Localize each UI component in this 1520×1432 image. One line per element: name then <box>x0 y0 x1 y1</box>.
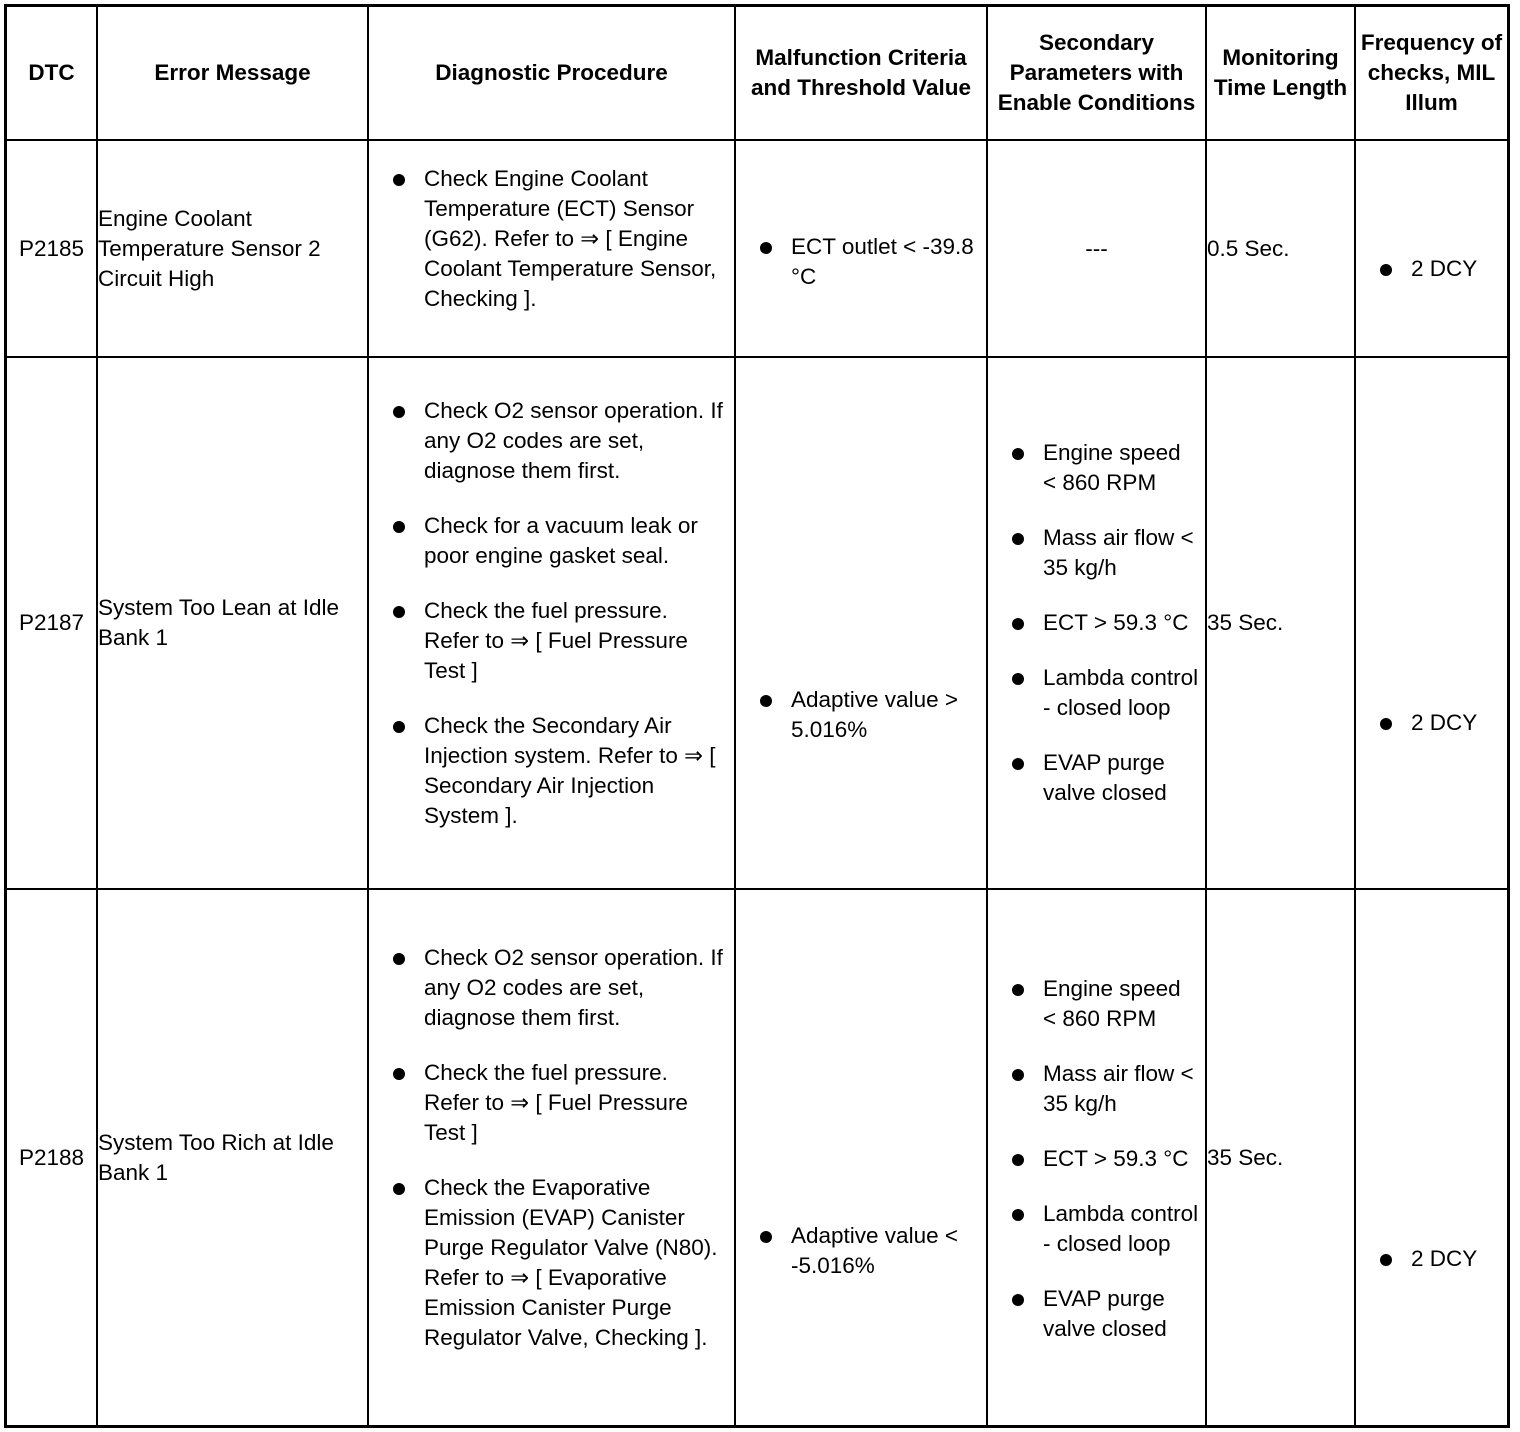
dtc-code: P2188 <box>6 889 97 1426</box>
procedure-step: Check O2 sensor operation. If any O2 codes are set, diagnose them first. <box>424 396 728 486</box>
parameter-item: Engine speed < 860 RPM <box>1043 974 1199 1034</box>
dtc-table <box>5 5 1509 1427</box>
frequency <box>1355 889 1508 1426</box>
parameter-item: Engine speed < 860 RPM <box>1043 438 1199 498</box>
dtc-code: P2185 <box>6 140 97 357</box>
diagnostic-procedure <box>368 140 735 357</box>
error-message: System Too Lean at Idle Bank 1 <box>97 357 368 889</box>
parameter-item: Mass air flow < 35 kg/h <box>1043 1059 1199 1119</box>
parameter-item: ECT > 59.3 °C <box>1043 1144 1199 1174</box>
secondary-parameters <box>987 357 1206 889</box>
header-frequency: Frequency of checks, MIL Illum <box>1355 6 1508 140</box>
malfunction-criteria <box>735 889 987 1426</box>
procedure-step: Check O2 sensor operation. If any O2 codes are set, diagnose them first. <box>424 943 728 1033</box>
header-error-message: Error Message <box>97 6 368 140</box>
dtc-code: P2187 <box>6 357 97 889</box>
table-row <box>6 889 1508 1426</box>
header-malfunction-criteria: Malfunction Criteria and Threshold Value <box>735 6 987 140</box>
monitoring-time: 0.5 Sec. <box>1206 140 1355 357</box>
procedure-step: Check Engine Coolant Temperature (ECT) Sensor (G62). Refer to ⇒ [ Engine Coolant Temperature Sensor, Checking ]. <box>424 164 728 314</box>
malfunction-criteria <box>735 140 987 357</box>
parameter-item: Mass air flow < 35 kg/h <box>1043 523 1199 583</box>
monitoring-time: 35 Sec. <box>1206 889 1355 1426</box>
procedure-step: Check for a vacuum leak or poor engine gasket seal. <box>424 511 728 571</box>
frequency-item: 2 DCY <box>1411 708 1507 738</box>
diagnostic-procedure <box>368 889 735 1426</box>
error-message: System Too Rich at Idle Bank 1 <box>97 889 368 1426</box>
parameter-item: EVAP purge valve closed <box>1043 748 1199 808</box>
header-diagnostic-procedure: Diagnostic Procedure <box>368 6 735 140</box>
criteria-item: Adaptive value > 5.016% <box>791 685 980 745</box>
header-secondary-parameters: Secondary Parameters with Enable Conditions <box>987 6 1206 140</box>
parameter-item: Lambda control - closed loop <box>1043 1199 1199 1259</box>
frequency-item: 2 DCY <box>1411 254 1507 284</box>
frequency-item: 2 DCY <box>1411 1244 1507 1274</box>
procedure-step: Check the Secondary Air Injection system. Refer to ⇒ [ Secondary Air Injection System ]. <box>424 711 728 831</box>
parameter-item: Lambda control - closed loop <box>1043 663 1199 723</box>
table-row <box>6 357 1508 889</box>
frequency <box>1355 140 1508 357</box>
header-dtc: DTC <box>6 6 97 140</box>
header-monitoring-time: Monitoring Time Length <box>1206 6 1355 140</box>
diagnostic-procedure <box>368 357 735 889</box>
criteria-item: ECT outlet < -39.8 °C <box>791 232 980 292</box>
procedure-step: Check the fuel pressure. Refer to ⇒ [ Fuel Pressure Test ] <box>424 596 728 686</box>
parameter-item: ECT > 59.3 °C <box>1043 608 1199 638</box>
procedure-step: Check the fuel pressure. Refer to ⇒ [ Fuel Pressure Test ] <box>424 1058 728 1148</box>
frequency <box>1355 357 1508 889</box>
monitoring-time: 35 Sec. <box>1206 357 1355 889</box>
parameter-item: EVAP purge valve closed <box>1043 1284 1199 1344</box>
error-message: Engine Coolant Temperature Sensor 2 Circuit High <box>97 140 368 357</box>
header-row <box>6 6 1508 140</box>
secondary-parameters <box>987 889 1206 1426</box>
malfunction-criteria <box>735 357 987 889</box>
secondary-parameters: --- <box>987 140 1206 357</box>
procedure-step: Check the Evaporative Emission (EVAP) Canister Purge Regulator Valve (N80). Refer to ⇒ [ Evaporative Emission Canister Purge Regulator Valve, Checking ]. <box>424 1173 728 1353</box>
table-row <box>6 140 1508 357</box>
criteria-item: Adaptive value < -5.016% <box>791 1221 980 1281</box>
